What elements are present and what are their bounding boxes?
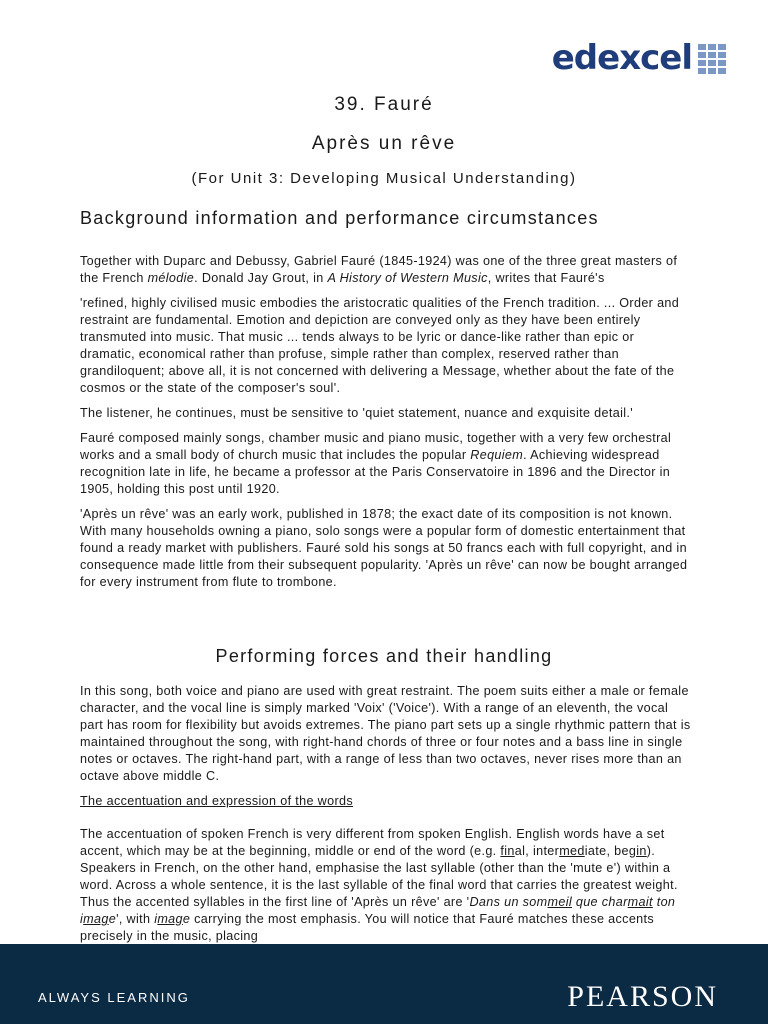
section-heading-performing: Performing forces and their handling: [215, 646, 553, 666]
paragraph: Together with Duparc and Debussy, Gabriel Fauré (1845-1924) was one of the three great masters of the French mélodie. Donald Jay Grout, in A History of Western Music, writes that Fauré's: [80, 254, 678, 285]
footer-bar: [0, 944, 768, 1024]
section-performing-body: [80, 683, 692, 953]
edexcel-logo: [552, 38, 726, 78]
logo-grid-icon: [698, 44, 726, 74]
paragraph: Fauré composed mainly songs, chamber music and piano music, together with a very few orchestral works and a small body of church music that includes the popular Requiem. Achieving widespread recognition late in life, he became a professor at the Paris Conservatoire in 1896 and the Director in 1905, holding this post until 1920.: [80, 431, 672, 496]
paragraph: In this song, both voice and piano are used with great restraint. The poem suits either a male or female character, and the vocal line is simply marked 'Voix' ('Voice'). With a range of an eleventh, the vocal part has room for flexibility but avoids extremes. The piano part sets up a single rhythmic pattern that is maintained throughout the song, with right-hand chords of three or four notes and a bass line in single notes or octaves. The right-hand part, with a range of less than two octaves, never rises more than an octave above middle C.: [80, 684, 691, 783]
footer-tagline: ALWAYS LEARNING: [38, 990, 190, 1005]
paragraph: The accentuation of spoken French is very different from spoken English. English words have a set accent, which may be at the beginning, middle or end of the word (e.g. final, intermediate, begin). Speakers in French, on the other hand, emphasise the last syllable (other than the 'mute e') within a word. Across a whole sentence, it is the last syllable of the final word that carries the greatest weight. Thus the accented syllables in the first line of 'Après un rêve' are 'Dans un sommeil que charmait ton image', with image carrying the most emphasis. You will notice that Fauré matches these accents precisely in the music, placing: [80, 827, 678, 943]
quote-paragraph: 'refined, highly civilised music embodies the aristocratic qualities of the French tradition. ... Order and restraint are fundamental. Emotion and depiction are conveyed only as they have been entirely transmuted into music. That music ... tends always to be lyric or dance-like rather than epic or dramatic, economical rather than profuse, simple rather than complex, reserved rather than grandiloquent; above all, it is not concerned with delivering a Message, whether about the fate of the cosmos or the state of the composer's soul'.: [80, 296, 680, 395]
unit-subtitle: (For Unit 3: Developing Musical Understanding): [191, 170, 577, 187]
paragraph: The listener, he continues, must be sensitive to 'quiet statement, nuance and exquisite detail.': [80, 406, 633, 420]
section-background-body: [80, 253, 692, 599]
piece-title: Après un rêve: [311, 133, 457, 154]
pearson-logo: PEARSON: [567, 980, 718, 1013]
section-heading-background: Background information and performance circumstances: [80, 208, 599, 228]
logo-text: edexcel: [551, 38, 692, 78]
paragraph: 'Après un rêve' was an early work, published in 1878; the exact date of its composition is not known. With many households owning a piano, solo songs were a popular form of domestic entertainment that found a ready market with publishers. Fauré sold his songs at 50 francs each with full copyright, and in consequence made little from their subsequent popularity. 'Après un rêve' can now be bought arranged for every instrument from flute to trombone.: [80, 507, 688, 589]
page-title: 39. Fauré: [334, 94, 434, 115]
subheading-accentuation: The accentuation and expression of the words: [80, 794, 354, 808]
